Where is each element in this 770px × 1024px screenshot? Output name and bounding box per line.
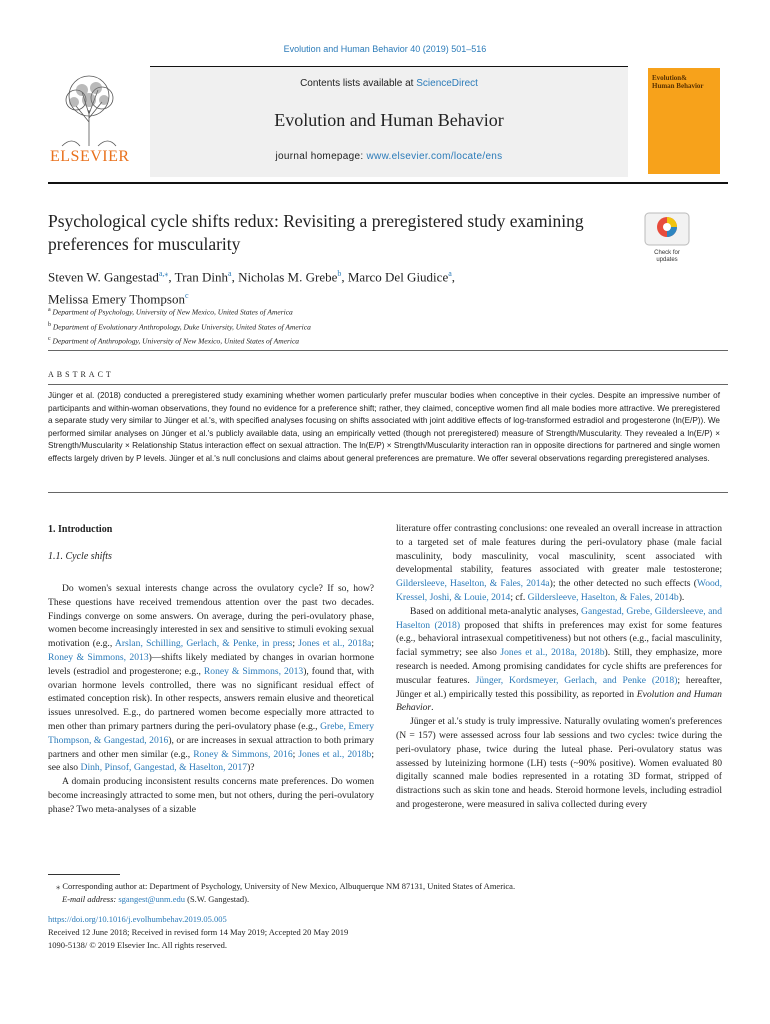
citation-link[interactable]: Jones et al., 2018a — [298, 638, 372, 650]
journal-reference[interactable]: Evolution and Human Behavior 40 (2019) 501–516 — [283, 44, 487, 54]
contents-prefix: Contents lists available at — [300, 78, 417, 89]
author-name[interactable]: Melissa Emery Thompson — [48, 291, 185, 307]
affiliation: $^c$ Department of Anthropology, University of New Mexico, United States of America — [48, 336, 300, 346]
paragraph: Jünger et al.'s study is truly impressive. Naturally ovulating women's preferences (N = 157) were assessed across four lab sessions and two cycles: twice during the peri-ovulatory phase, twice during the luteal phase. Peri-ovulatory status was assessed by luteinizing hormone (LH) tests (~90% positive). Women evaluated 80 digitally scanned male bodies represented in a rotating 3D format, stripped of distractions such as skin tone and heads. Steroid hormone levels, including estradiol and progesterone, were measured in saliva collected during every — [396, 716, 722, 810]
citation-link[interactable]: Arslan, Schilling, Gerlach, & Penke, in press — [114, 638, 293, 650]
citation-link[interactable]: Dinh, Pinsof, Gangestad, & Haselton, 2017 — [80, 762, 248, 774]
citation-link[interactable]: Roney & Simmons, 2013 — [48, 651, 149, 663]
contents-line — [150, 78, 628, 89]
author-affil-sup[interactable]: b — [337, 269, 342, 278]
paragraph: literature offer contrasting conclusions: one revealed an overall increase in attraction to a targeted set of male features during the peri-ovulatory phase (male facial masculinity, body masculinity, vocal masculinity, scent associated with developmental stability, features associated with greater male testosterone; Gildersleeve, Haselton, & Fales, 2014a); the other detected no such effects (Wood, Kressel, Joshi, & Louie, 2014; cf. Gildersleeve, Haselton, & Fales, 2014b). — [396, 523, 722, 603]
divider — [48, 384, 728, 385]
body-column-left — [48, 582, 374, 817]
section-heading: 1. Introduction — [48, 524, 113, 535]
author-affil-sup[interactable]: a,⁎ — [158, 269, 169, 278]
divider — [48, 492, 728, 493]
citation-link[interactable]: Gildersleeve, Haselton, & Fales, 2014b — [527, 591, 679, 603]
paragraph: Based on additional meta-analytic analyses, Gangestad, Grebe, Gildersleeve, and Haselton (2018) proposed that shifts in preferences may exist for some features (e.g., behavioral intrasexual competitiveness) but not others (e.g., facial masculinity, facial symmetry; see also Jones et al., 2018a, 2018b). Still, they emphasize, more research is needed. Among promising candidates for cycle shifts are preferences for muscular features. Jünger, Kordsmeyer, Gerlach, and Penke (2018); hereafter, Jünger et al.) empirically tested this possibility, as reported in Evolution and Human Behavior. — [396, 605, 722, 714]
journal-cover-title — [652, 74, 718, 90]
author-name[interactable]: Nicholas M. Grebe — [238, 269, 338, 285]
citation-link[interactable]: Roney & Simmons, 2013 — [203, 665, 304, 677]
email-link[interactable]: sgangest@unm.edu — [118, 894, 185, 904]
doi-link[interactable]: https://doi.org/10.1016/j.evolhumbehav.2019.05.005 — [48, 914, 227, 924]
article-metadata — [48, 913, 728, 952]
article-title: Psychological cycle shifts redux: Revisiting a preregistered study examining preferences for muscularity — [48, 211, 584, 254]
body-column-right — [396, 522, 722, 812]
paragraph: Do women's sexual interests change across the ovulatory cycle? If so, how? These questions have received tremendous attention over the past two decades. Findings converge on some answers. On average, during the peri-ovulatory phase, women become increasingly interested in sex and sensitive to stimuli evoking sexual motivation (e.g., Arslan, Schilling, Gerlach, & Penke, in press; Jones et al., 2018a; Roney & Simmons, 2013)—shifts likely mediated by changes in ovarian hormone levels (estradiol and progesterone; e.g., Roney & Simmons, 2013), found that, with ovarian hormone levels controlled, there was no significant residual effect of estimated conception risk). In other respects, answers remain elusive and theoretical issues unresolved. E.g., do partnered women become especially more attracted to men other than primary partners during the peri-ovulatory phase (e.g., Grebe, Emery Thompson, & Gangestad, 2016), or are increases in sexual attraction to both primary partners and other men similar (e.g., Roney & Simmons, 2016; Jones et al., 2018b; see also Dinh, Pinsof, Gangestad, & Haselton, 2017)? — [48, 583, 375, 774]
affiliations — [48, 304, 648, 348]
copyright: 1090-5138/ © 2019 Elsevier Inc. All rights reserved. — [48, 940, 228, 950]
elsevier-tree-logo — [52, 70, 126, 148]
citation-link[interactable]: Jones et al., 2018b — [298, 748, 372, 760]
email-label: E-mail address: — [62, 894, 119, 904]
author-name[interactable]: Steven W. Gangestad — [48, 269, 159, 285]
check-label-1: Check for — [654, 250, 680, 256]
header-rule — [48, 182, 728, 184]
corresponding-author-note: ⁎ Corresponding author at: Department of Psychology, University of New Mexico, Albuquerque NM 87131, United States of America. — [56, 881, 516, 891]
sciencedirect-link[interactable]: ScienceDirect — [416, 78, 478, 89]
citation-link[interactable]: Gangestad, Grebe, Gildersleeve, and Haselton (2018) — [396, 605, 722, 631]
check-label-2: updates — [656, 257, 678, 263]
homepage-link[interactable]: www.elsevier.com/locate/ens — [366, 151, 503, 162]
footnote-rule — [48, 874, 120, 875]
citation-link[interactable]: Grebe, Emery Thompson, & Gangestad, 2016 — [48, 720, 374, 746]
journal-homepage — [150, 151, 628, 162]
email-line — [48, 893, 728, 906]
abstract-text: Jünger et al. (2018) conducted a preregistered study examining whether women particularly prefer muscular bodies when conceptive in their cycles. Despite an impressive number of participants and within-woman observations, they found no evidence for a preference shift; rather, they claimed, conceptive women find all male bodies more attractive. We preregistered a separate study very similar to Jünger et al.'s, with specified analyses focusing on shifts associated with joint additive effects of log-transformed estradiol and progesterone (ln(E/P)). We performed similar analyses on Jünger et al.'s publicly available data, using an empirically vetted (though not preregistered) measure of Strength/Muscularity. They revealed a ln(E/P) × Strength/Muscularity × Relationship Status interaction effect on sexual attraction. The ln(E/P) × Strength/Muscularity interaction ran in opposite directions for partnered and single women effects largely driven by P levels. Jünger et al.'s null conclusions and claims about general preferences are premature. We offer several observations regarding preregistered analyses. — [48, 391, 720, 463]
citation-link[interactable]: Jones et al., 2018a, 2018b — [500, 647, 605, 659]
subsection-heading: 1.1. Cycle shifts — [48, 551, 112, 562]
citation-link[interactable]: Jünger, Kordsmeyer, Gerlach, and Penke (2018) — [475, 674, 678, 686]
affiliation: $^b$ Department of Evolutionary Anthropology, Duke University, United States of America — [48, 321, 311, 331]
check-for-updates-icon — [644, 212, 690, 246]
affiliation: $^a$ Department of Psychology, University of New Mexico, United States of America — [48, 307, 293, 317]
author-affil-sup[interactable]: c — [184, 291, 189, 301]
author-affil-sup[interactable]: a — [448, 269, 452, 278]
email-suffix: (S.W. Gangestad). — [184, 894, 250, 904]
homepage-prefix: journal homepage: — [275, 151, 367, 162]
journal-name-emphasis: Evolution and Human Behavior — [396, 688, 722, 714]
received-dates: Received 12 June 2018; Received in revised form 14 May 2019; Accepted 20 May 2019 — [48, 927, 349, 937]
abstract-heading: ABSTRACT — [48, 370, 114, 379]
publisher-logo-text: ELSEVIER — [50, 148, 130, 165]
author-name[interactable]: Marco Del Giudice — [347, 269, 449, 285]
author-name[interactable]: Tran Dinh — [174, 269, 229, 285]
paragraph: A domain producing inconsistent results concerns mate preferences. Do women become increasingly attracted to some men, but not others, during the peri-ovulatory phase? Two meta-analyses of a sizable — [48, 776, 374, 815]
footnote — [48, 880, 728, 906]
author-list: Steven W. Gangestad$^{a,⁎}$, Tran Dinh$^a$, Nicholas M. Grebe$^b$, Marco Del Giudice$^a$, Melissa Emery Thompson$^c$ — [48, 269, 456, 307]
citation-link[interactable]: Roney & Simmons, 2016 — [193, 748, 293, 760]
author-affil-sup[interactable]: a — [228, 269, 232, 278]
journal-title: Evolution and Human Behavior — [274, 110, 504, 130]
divider — [48, 350, 728, 351]
cover-title-line-2: Human Behavior — [652, 82, 704, 90]
citation-link[interactable]: Wood, Kressel, Joshi, & Louie, 2014 — [396, 578, 722, 603]
cover-title-line-1: Evolution& — [652, 74, 688, 82]
check-for-updates-button[interactable] — [644, 212, 690, 262]
citation-link[interactable]: Gildersleeve, Haselton, & Fales, 2014a — [396, 578, 550, 590]
